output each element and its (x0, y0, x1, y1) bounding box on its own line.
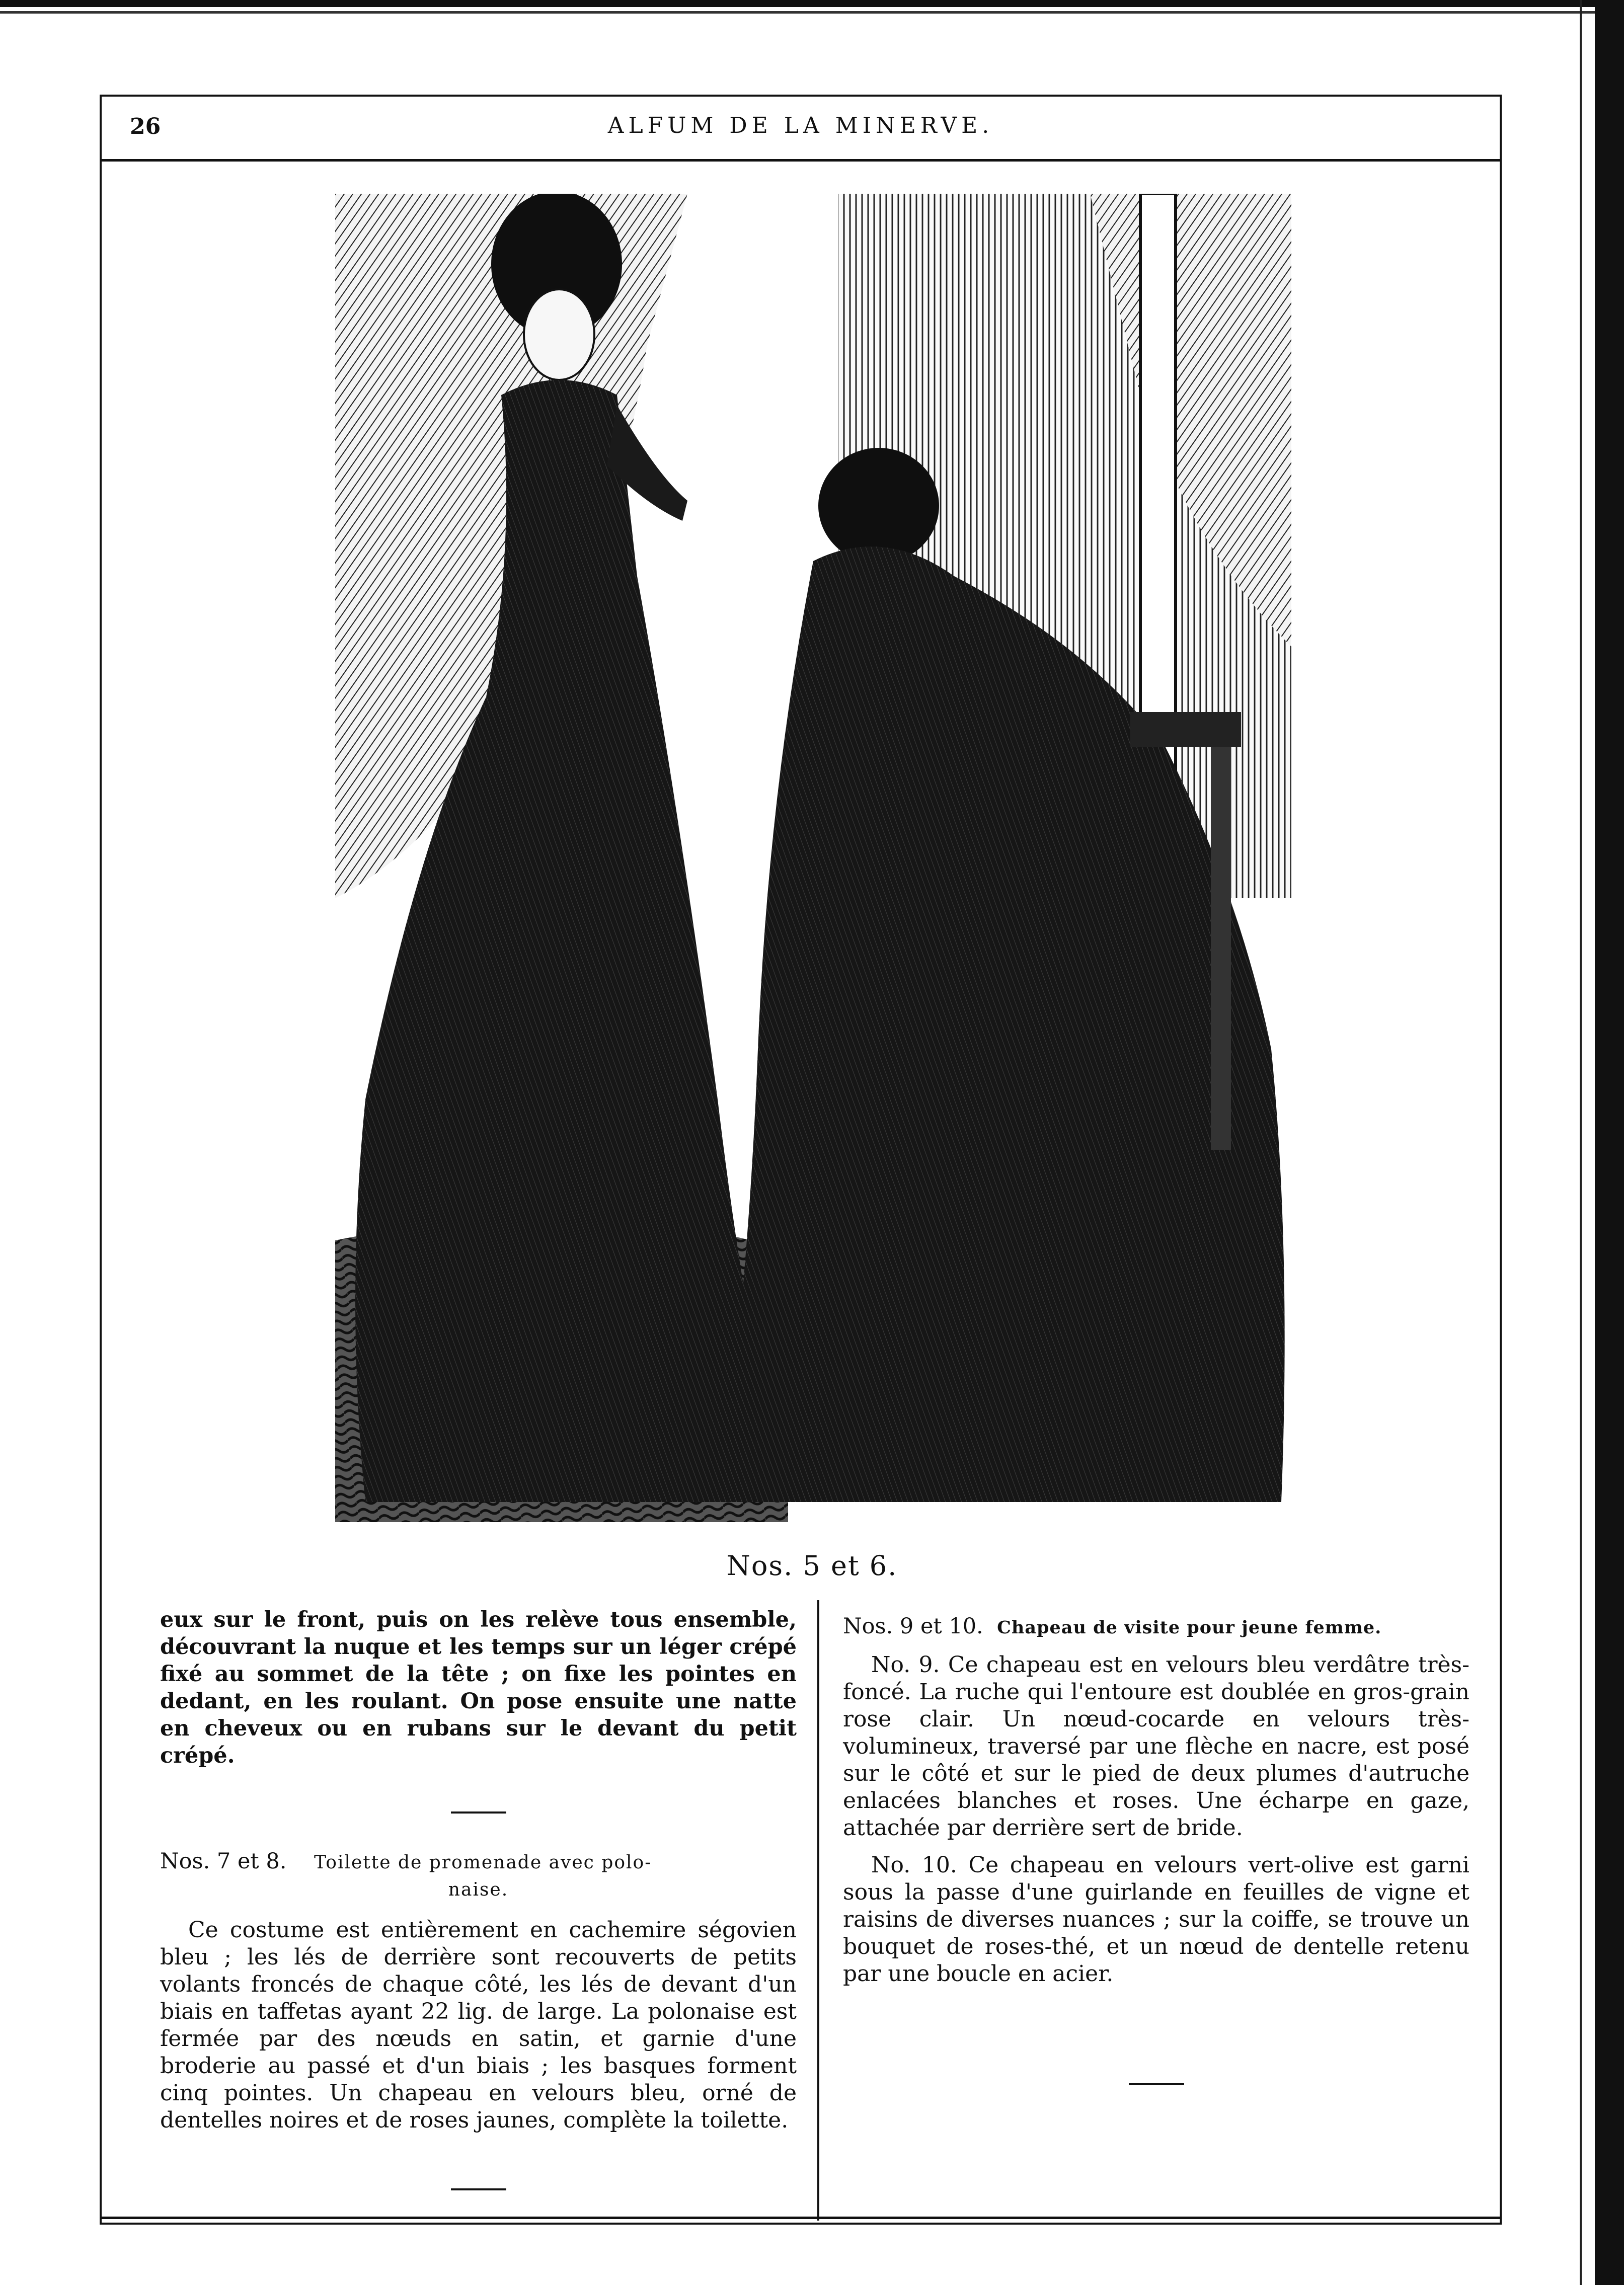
running-title: ALFUM DE LA MINERVE. (607, 113, 994, 138)
hat-no-9-paragraph: No. 9. Ce chapeau est en velours bleu verdâtre très-foncé. La ruche qui l'entoure est doublée en gros-grain rose clair. Un nœud-cocarde en velours très-volumineux, traversé par une flèche en nacre, est posé sur le côté et sur le pied de deux plumes d'autruche enlacées blanches et roses. Une écharpe en gaze, attachée par derrière sert de bride. (843, 1652, 1470, 1841)
chair-back (1130, 712, 1241, 747)
page-number: 26 (130, 114, 161, 139)
section-separator-bottom (451, 2188, 506, 2190)
section-heading-9-10 (843, 1613, 1470, 1641)
section-separator-right (1129, 2083, 1184, 2085)
section-title: Chapeau de visite pour jeune femme. (997, 1617, 1382, 1638)
column-divider (817, 1600, 819, 2221)
page-header (100, 95, 1502, 161)
bottom-rule (100, 2217, 1502, 2219)
section-heading-7-8 (160, 1848, 797, 1904)
section-number: Nos. 7 et 8. (160, 1849, 287, 1874)
chair-leg (1211, 747, 1231, 1150)
seated-woman-hair (818, 448, 939, 564)
standing-woman-face (524, 289, 594, 380)
costume-description-paragraph: Ce costume est entièrement en cachemire ségovien bleu ; les lés de derrière sont recouverts de petits volants froncés de chaque côté, les lés de devant d'un biais en taffetas ayant 22 lig. de large. La polonaise est fermée par des nœuds en satin, et garnie d'une broderie au passé et d'un biais ; les basques forment cinq pointes. Un chapeau en velours bleu, orné de dentelles noires et de roses jaunes, complète la toilette. (160, 1917, 797, 2133)
left-column (160, 1606, 797, 2190)
scan-edge-top (0, 0, 1624, 7)
scan-edge-line (0, 11, 1624, 14)
section-number: Nos. 9 et 10. (843, 1614, 983, 1639)
hat-no-10-paragraph: No. 10. Ce chapeau en velours vert-olive est garni sous la passe d'une guirlande en feuilles de vigne et raisins de diverses nuances ; sur la coiffe, se trouve un bouquet de roses-thé, et un nœud de dentelle retenu par une boucle en acier. (843, 1852, 1470, 1987)
scan-edge-right (1595, 0, 1624, 2285)
section-title-continued: naise. (448, 1879, 509, 1900)
fashion-engraving (335, 194, 1291, 1537)
scan-edge-right-line (1580, 0, 1582, 2285)
figure-caption: Nos. 5 et 6. (726, 1550, 898, 1582)
header-rule (100, 159, 1502, 162)
section-title: Toilette de promenade avec polo- (314, 1852, 652, 1873)
right-column (843, 1613, 1470, 2085)
hair-instructions-paragraph: eux sur le front, puis on les relève tous ensemble, découvrant la nuque et les temps sur un léger crépé fixé au sommet de la tête ; on fixe les pointes en dedant, en les roulant. On pose ensuite une natte en cheveux ou en rubans sur le devant du petit crépé. (160, 1607, 797, 1768)
